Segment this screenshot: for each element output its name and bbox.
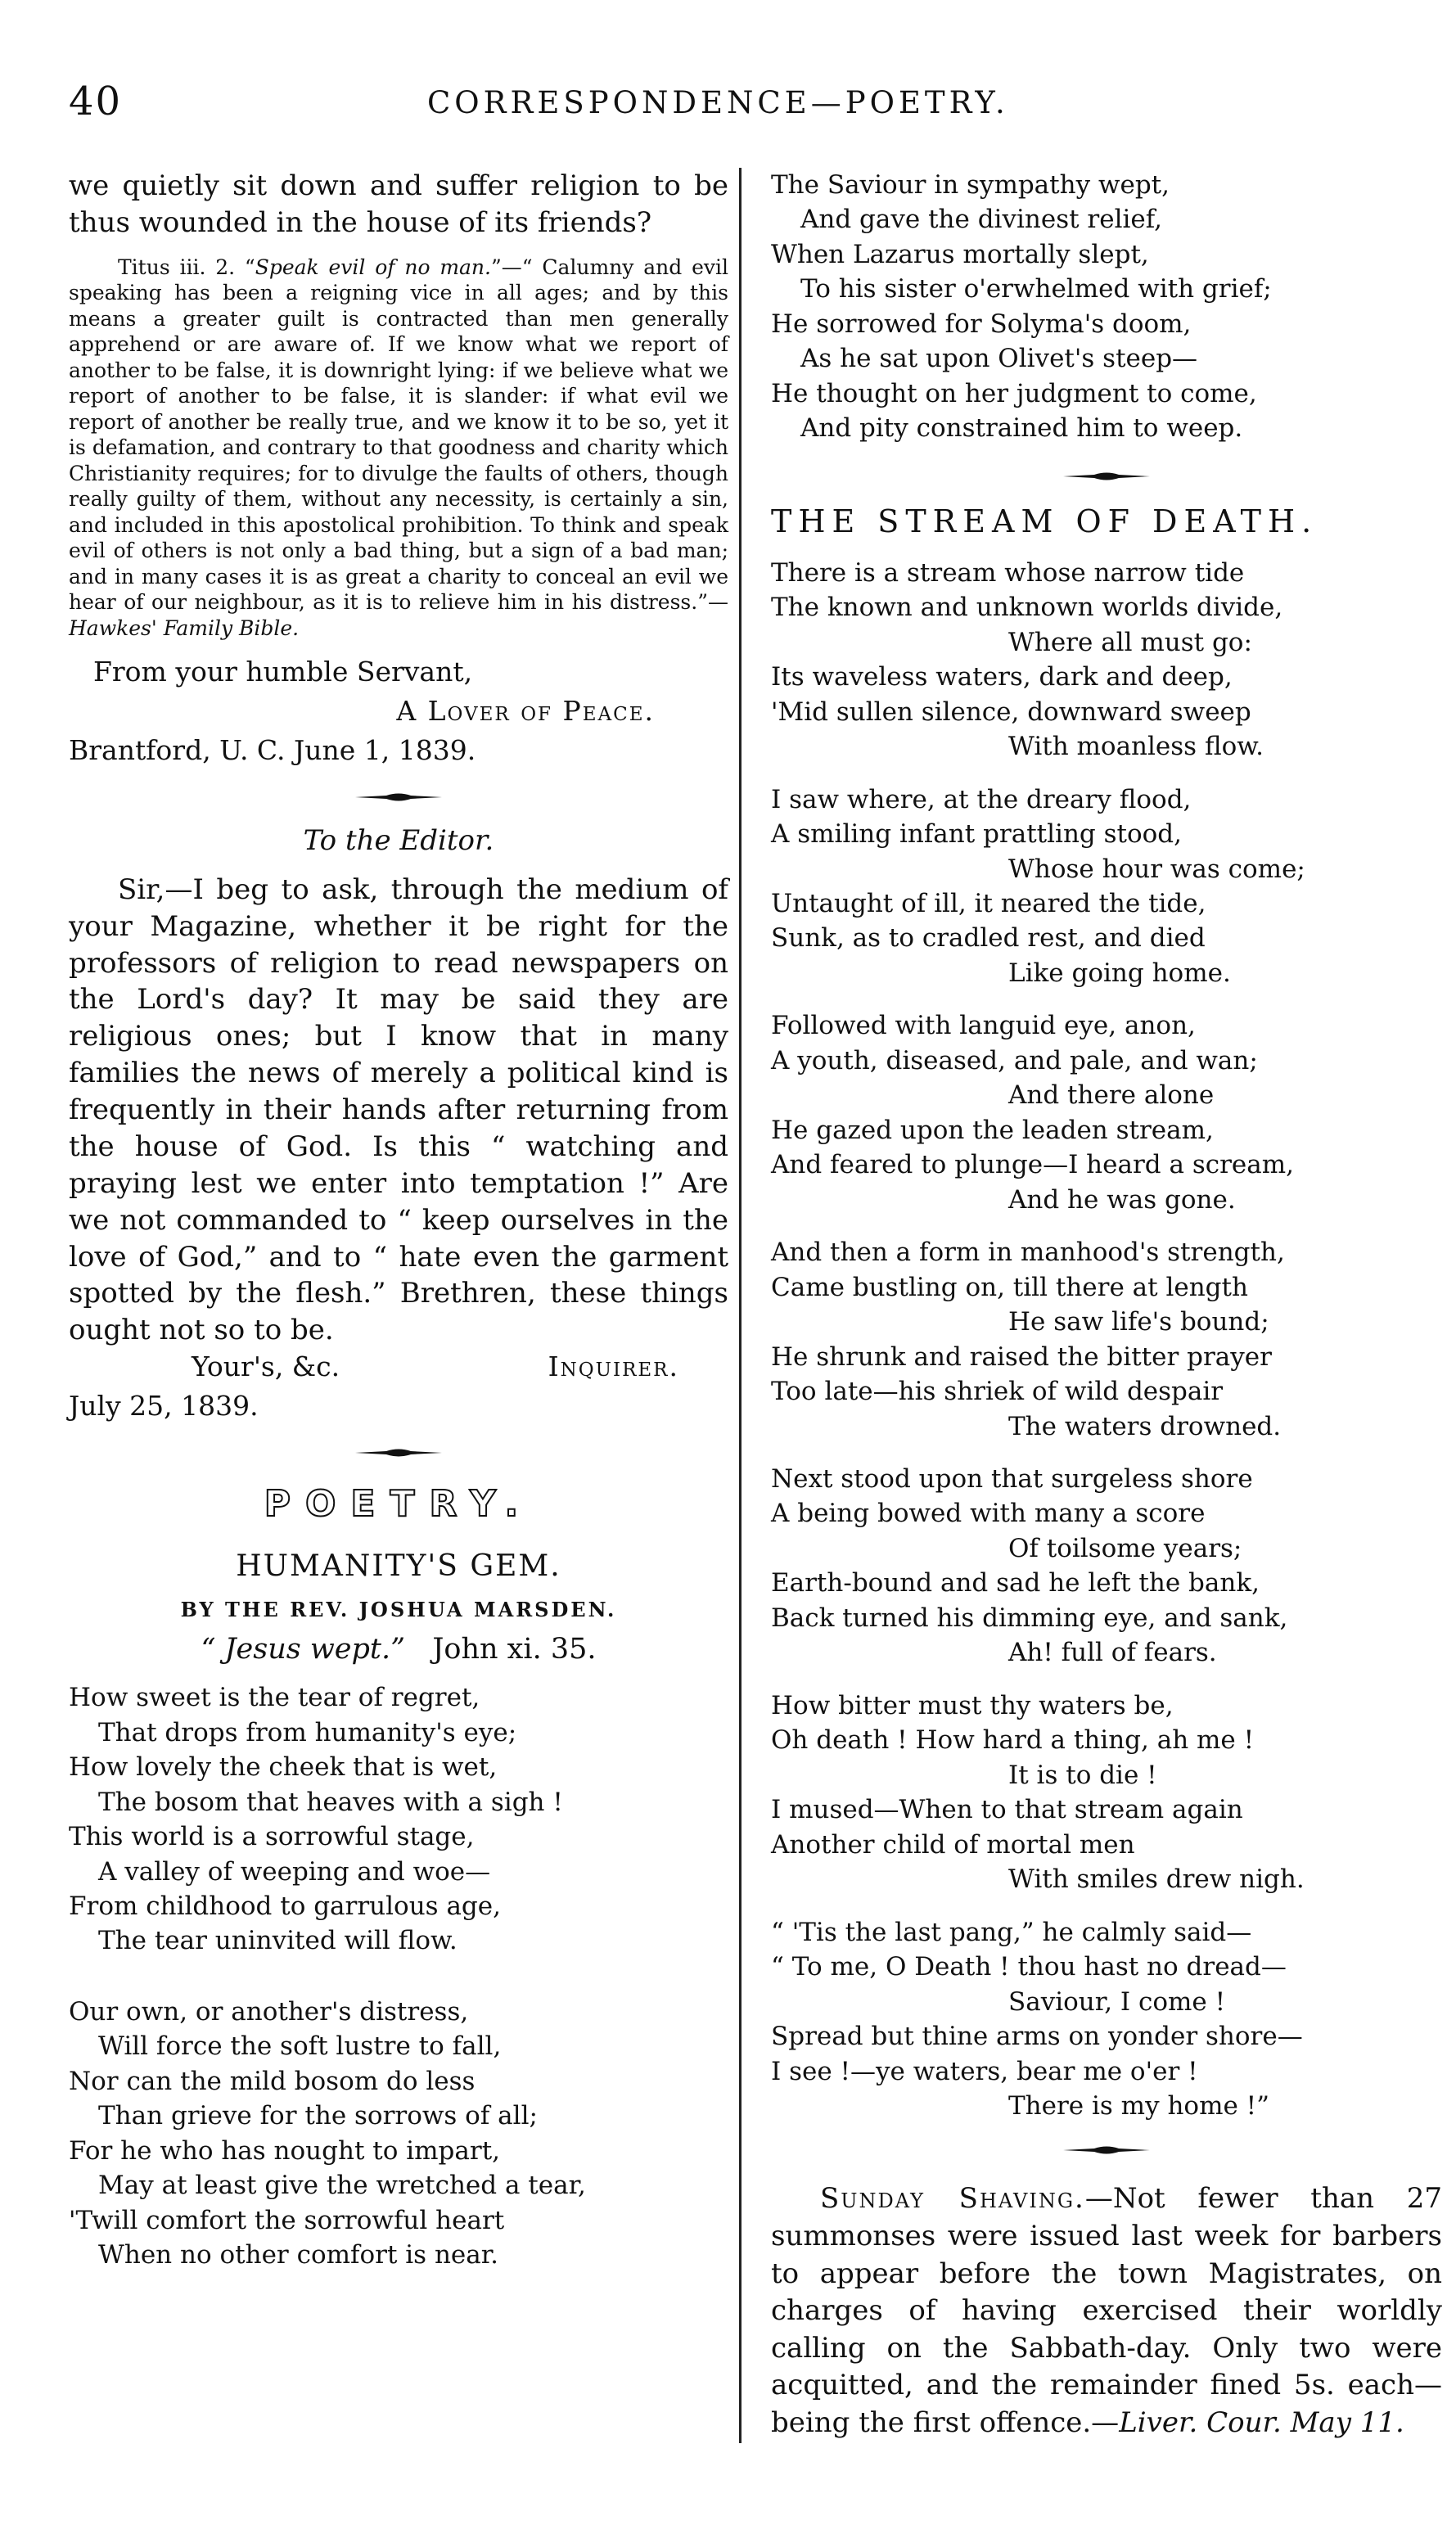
- poem-line: He shrunk and raised the bitter prayer: [771, 1341, 1272, 1372]
- poem-line: To his sister o'erwhelmed with grief;: [800, 274, 1272, 304]
- poem-line: As he sat upon Olivet's steep—: [800, 344, 1198, 374]
- poem-line: Sunk, as to cradled rest, and died: [771, 923, 1206, 954]
- poem-line: Too late—his shriek of wild despair: [771, 1377, 1224, 1407]
- poem-line: And pity constrained him to weep.: [800, 413, 1243, 444]
- poem-line: When Lazarus mortally slept,: [771, 239, 1149, 269]
- poem-line: That drops from humanity's eye;: [98, 1717, 517, 1747]
- poem-line: And gave the divinest relief,: [800, 205, 1162, 235]
- poem-line: A valley of weeping and woe—: [98, 1856, 491, 1887]
- poem-line: I saw where, at the dreary flood,: [771, 784, 1192, 814]
- poem-line: Ah! full of fears.: [1008, 1638, 1217, 1668]
- poem-line: 'Mid sullen silence, downward sweep: [771, 697, 1251, 727]
- letter-signoff: [69, 1349, 728, 1386]
- poem-line: Earth-bound and sad he left the bank,: [771, 1568, 1260, 1598]
- poem-line: Saviour, I come !: [1008, 1986, 1226, 2017]
- poem-line: How sweet is the tear of regret,: [69, 1683, 480, 1713]
- page-header: [69, 79, 1411, 136]
- poem-line: There is a stream whose narrow tide: [771, 557, 1245, 588]
- poem-line: It is to die !: [1008, 1760, 1157, 1790]
- poem-line: This world is a sorrowful stage,: [69, 1822, 475, 1852]
- epigraph-reference: John xi. 35.: [432, 1633, 597, 1666]
- article-body: —Not fewer than 27 summonses were issued last week for barbers to appear before the town Magistrates, on charges of having exercised their worldly calling on the Sabbath-day. Only two were acquitted, and the remainder fined 5s. each—being the first offence.—: [771, 2182, 1443, 2439]
- letter-date: July 25, 1839.: [69, 1389, 259, 1422]
- poem-line: A being bowed with many a score: [771, 1499, 1206, 1529]
- stanza: [771, 556, 1442, 764]
- poem-line: Followed with languid eye, anon,: [771, 1011, 1196, 1041]
- poem-line: A youth, diseased, and pale, and wan;: [771, 1045, 1258, 1075]
- sunday-shaving-article: [771, 2180, 1442, 2442]
- poem-line: How lovely the cheek that is wet,: [69, 1752, 498, 1783]
- stanza: [771, 1008, 1442, 1217]
- poem-title: HUMANITY'S GEM.: [236, 1549, 561, 1584]
- poem-line: He gazed upon the leaden stream,: [771, 1115, 1214, 1145]
- poem-line: Untaught of ill, it neared the tide,: [771, 888, 1206, 918]
- ornament-divider: [1062, 471, 1152, 482]
- footnote-quote: Speak evil of no man.: [255, 255, 491, 279]
- poem-line: From childhood to garrulous age,: [69, 1891, 501, 1922]
- right-column: [771, 168, 1442, 2442]
- footnote-lead: Titus iii. 2. “: [118, 255, 255, 279]
- ornament-divider: [354, 1447, 444, 1459]
- stanza: [771, 168, 1442, 446]
- poem-line: And feared to plunge—I heard a scream,: [771, 1150, 1294, 1180]
- stanza: [771, 1689, 1442, 1897]
- epigraph-quote: “ Jesus wept.”: [201, 1633, 405, 1666]
- stanza: [69, 1680, 728, 1959]
- footnote-body: ”—“ Calumny and evil speaking has been a reigning vice in all ages; and by this means a greater guilt is contracted than men generally apprehend or are aware of. If we know what we report of another to be false, it is downright lying: if we believe what we report of another to be false, it is slander: if what evil we report of another be really true, and we know it to be so, yet it is defamation, and contrary to that goodness and charity which Christianity requires; for to divulge the faults of others, though really guilty of them, without any necessity, is certainly a sin, and included in this apostolical prohibition. To think and speak evil of others is not only a bad thing, but a sign of a bad man; and in many cases it is as great a charity to conceal an evil we hear of our neighbour, as it is to relieve him in his distress.”—: [69, 255, 728, 615]
- stanza: [771, 782, 1442, 991]
- poem-line: 'Twill comfort the sorrowful heart: [69, 2205, 505, 2235]
- article-lead: Sunday Shaving.: [820, 2182, 1085, 2216]
- poem-line: Its waveless waters, dark and deep,: [771, 662, 1233, 692]
- running-head: CORRESPONDENCE—POETRY.: [427, 85, 1009, 120]
- letter-body: Sir,—I beg to ask, through the medium of your Magazine, whether it be right for the professors of religion to read newspapers on the Lord's day? It may be said they are religious ones; but I know that in many families the news of merely a political kind is frequently in their hands after returning from the house of God. Is this “ watching and praying lest we enter into temptation !” Are we not commanded to “ keep ourselves in the love of God,” and to “ hate even the garment spotted by the flesh.” Brethren, these things ought not so to be.: [69, 872, 728, 1347]
- poem-author: BY THE REV. JOSHUA MARSDEN.: [180, 1598, 617, 1622]
- footnote-source: Hawkes' Family Bible.: [69, 615, 300, 640]
- poem-line: The bosom that heaves with a sigh !: [98, 1787, 563, 1817]
- poem-line: The waters drowned.: [1008, 1411, 1282, 1441]
- footnote: [69, 255, 728, 642]
- article-source: Liver. Cour. May 11.: [1119, 2406, 1404, 2439]
- letter-signature: Inquirer.: [548, 1350, 679, 1383]
- poem-line: There is my home !”: [1008, 2090, 1269, 2121]
- poem-line: With smiles drew nigh.: [1008, 1864, 1305, 1895]
- poem-line: May at least give the wretched a tear,: [98, 2171, 586, 2201]
- ornament-divider: [354, 791, 444, 803]
- poem-line: With moanless flow.: [1008, 732, 1264, 762]
- poem-line: Where all must go:: [1008, 627, 1252, 657]
- poem-line: The Saviour in sympathy wept,: [771, 170, 1170, 200]
- signature: A Lover of Peace.: [396, 695, 655, 728]
- poem-line: And then a form in manhood's strength,: [771, 1238, 1285, 1268]
- poem-line: Than grieve for the sorrows of all;: [98, 2101, 538, 2131]
- poem-line: For he who has nought to impart,: [69, 2135, 500, 2166]
- stanza: [771, 1462, 1442, 1671]
- poem-line: Oh death ! How hard a thing, ah me !: [771, 1725, 1255, 1756]
- stanza: [771, 1915, 1442, 2124]
- poem-line: Nor can the mild bosom do less: [69, 2066, 476, 2096]
- closing-line: From your humble Servant,: [93, 656, 473, 688]
- ornament-divider: [1062, 2144, 1152, 2156]
- poem-line: I see !—ye waters, bear me o'er !: [771, 2056, 1198, 2086]
- poem-line: How bitter must thy waters be,: [771, 1690, 1174, 1720]
- poetry-heading: POETRY.: [264, 1483, 534, 1526]
- poem-humanitys-gem-continued: [771, 168, 1442, 446]
- poem-humanitys-gem: [69, 1680, 728, 2273]
- poem-line: Will force the soft lustre to fall,: [98, 2031, 502, 2062]
- stanza: [69, 1995, 728, 2273]
- poem-line: The known and unknown worlds divide,: [771, 593, 1283, 623]
- poem-line: A smiling infant prattling stood,: [771, 819, 1183, 850]
- poem-line: “ To me, O Death ! thou hast no dread—: [771, 1952, 1287, 1982]
- poem-stream-of-death: [771, 556, 1442, 2124]
- poem-line: He sorrowed for Solyma's doom,: [771, 309, 1192, 339]
- poem-line: Came bustling on, till there at length: [771, 1272, 1248, 1302]
- poem-line: The tear uninvited will flow.: [98, 1926, 458, 1956]
- poem-line: And there alone: [1008, 1080, 1215, 1111]
- poem-line: Back turned his dimming eye, and sank,: [771, 1603, 1288, 1633]
- poem-title: THE STREAM OF DEATH.: [771, 503, 1319, 539]
- column-divider: [739, 168, 742, 2443]
- poem-line: Our own, or another's distress,: [69, 1996, 469, 2027]
- to-editor-heading: To the Editor.: [303, 823, 494, 857]
- poem-line: Of toilsome years;: [1008, 1533, 1242, 1563]
- poem-line: Spread but thine arms on yonder shore—: [771, 2022, 1303, 2052]
- poem-line: When no other comfort is near.: [98, 2240, 499, 2270]
- stanza: [771, 1235, 1442, 1444]
- intro-text: we quietly sit down and suffer religion to be thus wounded in the house of its friends?: [69, 169, 728, 239]
- poem-line: He thought on her judgment to come,: [771, 378, 1257, 408]
- left-column: [69, 168, 728, 2291]
- poem-line: And he was gone.: [1008, 1184, 1236, 1215]
- page-number: 40: [69, 79, 123, 124]
- letter-yours: Your's, &c.: [192, 1350, 340, 1383]
- poem-line: He saw life's bound;: [1008, 1307, 1269, 1337]
- epigraph: [69, 1633, 728, 1666]
- dateline: Brantford, U. C. June 1, 1839.: [69, 733, 476, 766]
- poem-line: Another child of mortal men: [771, 1829, 1135, 1860]
- poem-line: Next stood upon that surgeless shore: [771, 1464, 1253, 1494]
- poem-line: Like going home.: [1008, 958, 1231, 988]
- poem-line: I mused—When to that stream again: [771, 1795, 1243, 1825]
- poem-line: Whose hour was come;: [1008, 854, 1305, 884]
- poem-line: “ 'Tis the last pang,” he calmly said—: [771, 1917, 1252, 1947]
